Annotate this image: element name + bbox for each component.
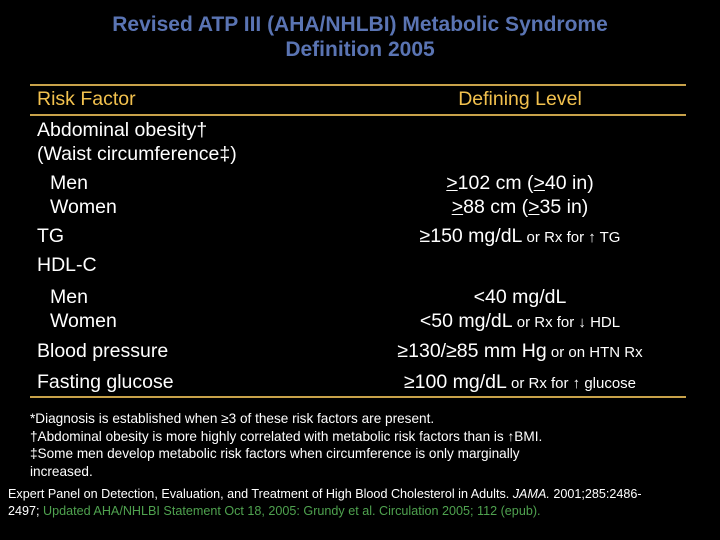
footnotes (30, 410, 690, 480)
header-defining-level: Defining Level (458, 88, 582, 110)
row-hdl-women (30, 309, 686, 333)
level-men-waist: >102 cm (>40 in) (446, 172, 594, 194)
row-glucose (30, 370, 686, 394)
title-line-2: Definition 2005 (285, 38, 435, 61)
level-bp: ≥130/≥85 mm Hg or on HTN Rx (397, 340, 643, 362)
label-waist: (Waist circumference‡) (37, 143, 237, 165)
row-abdominal (30, 118, 686, 142)
reference-line-2: 2497; Updated AHA/NHLBI Statement Oct 18, 2005: Grundy et al. Circulation 2005; 112 (epub). (8, 504, 541, 518)
row-women-waist (30, 195, 686, 219)
table-header-row (30, 87, 686, 111)
label-men: Men (50, 172, 88, 194)
reference-link[interactable]: Updated AHA/NHLBI Statement Oct 18, 2005: Grundy et al. Circulation 2005; 112 (epub). (43, 504, 541, 518)
footnote-diagnosis: *Diagnosis is established when ≥3 of these risk factors are present. (30, 411, 435, 426)
level-women-waist: >88 cm (>35 in) (451, 196, 589, 218)
label-hdl: HDL-C (37, 254, 97, 276)
header-risk-factor: Risk Factor (37, 88, 136, 110)
label-glucose: Fasting glucose (37, 371, 174, 393)
label-tg: TG (37, 225, 65, 247)
label-hdl-men: Men (50, 286, 88, 308)
row-hdl (30, 253, 686, 277)
label-hdl-women: Women (50, 310, 117, 332)
level-hdl-men: <40 mg/dL (473, 286, 567, 308)
row-waist (30, 142, 686, 166)
level-glucose: ≥100 mg/dL or Rx for ↑ glucose (403, 371, 637, 393)
reference (8, 486, 714, 520)
reference-line-1: Expert Panel on Detection, Evaluation, and Treatment of High Blood Cholesterol in Adults. JAMA. 2001;285:2486- (8, 487, 642, 501)
label-women: Women (50, 196, 117, 218)
table-header-rule (30, 114, 686, 116)
table-top-rule (30, 84, 686, 86)
row-bp (30, 339, 686, 363)
title-line-1: Revised ATP III (AHA/NHLBI) Metabolic Syndrome (112, 13, 608, 36)
level-hdl-women: <50 mg/dL or Rx for ↓ HDL (419, 310, 621, 332)
footnote-men-b: increased. (30, 463, 93, 479)
table-bottom-rule (30, 396, 686, 398)
footnote-abdominal: †Abdominal obesity is more highly correlated with metabolic risk factors than is ↑BMI. (30, 428, 543, 444)
row-men-waist (30, 171, 686, 195)
level-tg: ≥150 mg/dL or Rx for ↑ TG (419, 225, 621, 247)
row-hdl-men (30, 285, 686, 309)
row-tg (30, 224, 686, 248)
slide-title (0, 12, 720, 62)
footnote-men-a: ‡Some men develop metabolic risk factors when circumference is only marginally (30, 446, 520, 461)
label-bp: Blood pressure (37, 340, 169, 362)
label-abdominal: Abdominal obesity† (37, 119, 208, 141)
